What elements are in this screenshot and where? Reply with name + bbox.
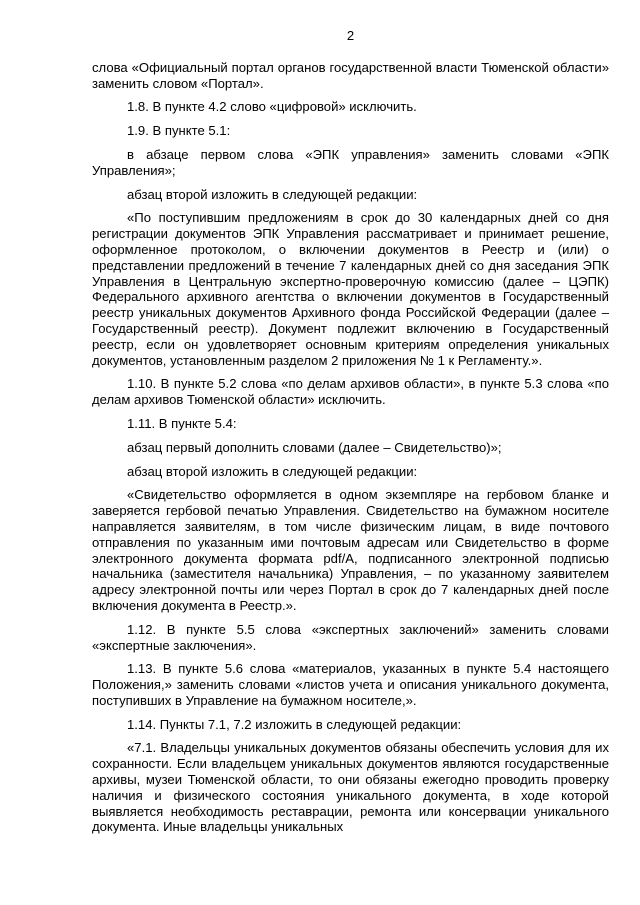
- paragraph-1-11-first: абзац первый дополнить словами (далее – Свидетельство)»;: [127, 439, 502, 455]
- paragraph-quote-5-4: «Свидетельство оформляется в одном экземпляре на гербовом бланке и заверяется гербовой печатью Управления. Свидетельство на бумажном носителе направляется заявителям, в том числе физическим лицам, в виде почтового отправления по указанным ими почтовым адресам или Свидетельство в форме электронного документа формата pdf/A, подписанного электронной подписью начальника (заместителя начальника) Управления, – по указанному заявителем адресу электронной почты или через Портал в срок до 7 календарных дней после включения документа в Реестр.».: [92, 487, 609, 613]
- page-number: 2: [346, 28, 355, 43]
- paragraph-1-9-first: в абзаце первом слова «ЭПК управления» заменить словами «ЭПК Управления»;: [92, 146, 609, 178]
- paragraph-1-9: 1.9. В пункте 5.1:: [127, 123, 231, 139]
- paragraph-1-10: 1.10. В пункте 5.2 слова «по делам архивов области», в пункте 5.3 слова «по делам архивов Тюменской области» исключить.: [92, 376, 609, 408]
- paragraph-quote-5-1: «По поступившим предложениям в срок до 30 календарных дней со дня регистрации документов ЭПК Управления рассматривает и принимает решение, оформленное протоколом, о включении документов в Реестр и (или) о представлении предложений в течение 7 календарных дней со дня заседания ЭПК Управления в Центральную экспертно-проверочную комиссию (далее – ЦЭПК) Федерального архивного агентства о включении документов в Государственный реестр уникальных документов Архивного фонда Российской Федерации (далее – Государственный реестр). Документ подлежит включению в Государственный реестр, если он удовлетворяет основным критериям определения уникальных документов, установленным разделом 2 приложения № 1 к Регламенту.».: [92, 210, 609, 368]
- paragraph-1-14: 1.14. Пункты 7.1, 7.2 изложить в следующей редакции:: [127, 716, 462, 732]
- paragraph-1-13: 1.13. В пункте 5.6 слова «материалов, указанных в пункте 5.4 настоящего Положения,» заменить словами «листов учета и описания уникального документа, поступивших в Управление на бумажном носителе,».: [92, 661, 609, 708]
- paragraph-continuation: слова «Официальный портал органов государственной власти Тюменской области» заменить словом «Портал».: [92, 59, 609, 91]
- paragraph-quote-7-1: «7.1. Владельцы уникальных документов обязаны обеспечить условия для их сохранности. Если владельцем уникальных документов являются государственные архивы, музеи Тюменской области, то они обязаны ежегодно проводить проверку наличия и физического состояния уникального документа, в ходе которой выявляется необходимость реставрации, ремонта или консервации уникального документа. Иные владельцы уникальных: [92, 740, 609, 835]
- paragraph-1-12: 1.12. В пункте 5.5 слова «экспертных заключений» заменить словами «экспертные заключения».: [92, 621, 609, 653]
- paragraph-1-9-second: абзац второй изложить в следующей редакции:: [127, 186, 418, 202]
- paragraph-1-11-second: абзац второй изложить в следующей редакции:: [127, 463, 418, 479]
- paragraph-1-11: 1.11. В пункте 5.4:: [127, 415, 237, 431]
- document-page: [92, 28, 609, 835]
- paragraph-1-8: 1.8. В пункте 4.2 слово «цифровой» исключить.: [127, 99, 417, 115]
